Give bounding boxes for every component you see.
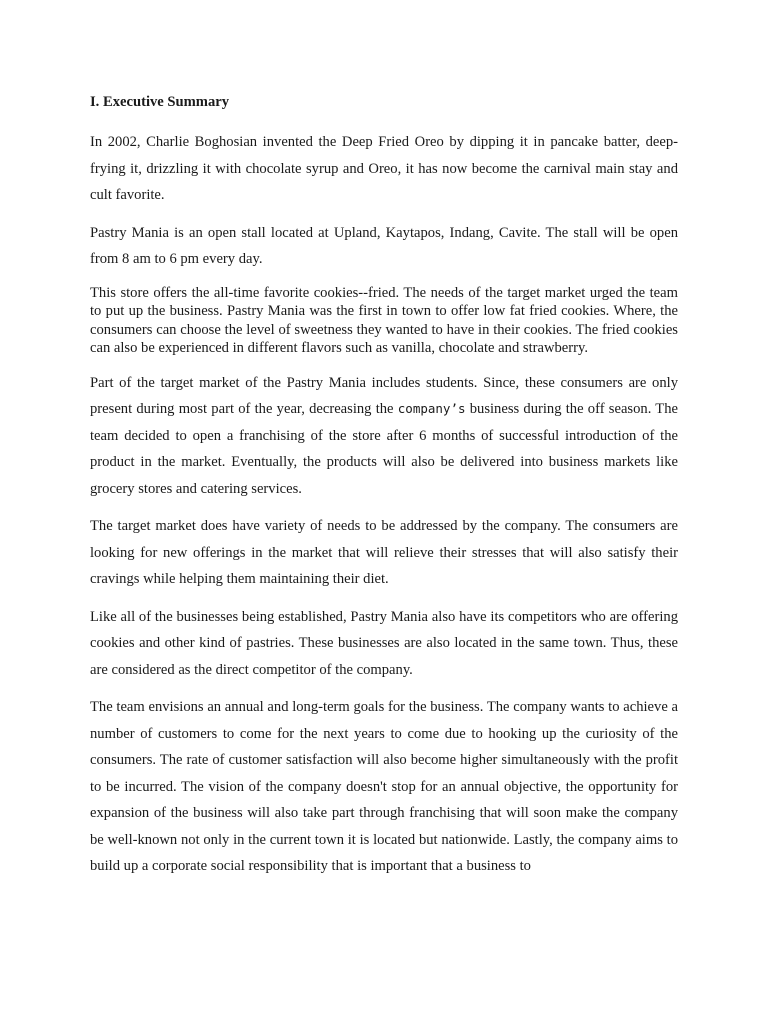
paragraph-location: Pastry Mania is an open stall located at Upland, Kaytapos, Indang, Cavite. The stall will be open from 8 am to 6 pm every day. — [90, 224, 678, 267]
paragraph-target-market-mono-word: company’s — [397, 401, 466, 416]
paragraph-target-market — [90, 370, 678, 503]
document-content — [90, 92, 678, 891]
paragraph-offerings: This store offers the all-time favorite cookies--fried. The needs of the target market urged the team to put up the business. Pastry Mania was the first in town to offer low fat fried cookies. Where, the consumers can choose the level of sweetness they wanted to have in their cookies. The fried cookies can also be experienced in different flavors such as vanilla, chocolate and strawberry. — [90, 284, 678, 356]
paragraph-history: In 2002, Charlie Boghosian invented the Deep Fried Oreo by dipping it in pancake batter, deep-frying it, drizzling it with chocolate syrup and Oreo, it has now become the carnival main stay and cult favorite. — [90, 134, 678, 203]
section-heading: I. Executive Summary — [90, 94, 230, 110]
paragraph-needs: The target market does have variety of needs to be addressed by the company. The consumers are looking for new offerings in the market that will relieve their stresses that will also satisfy their cravings while helping them maintaining their diet. — [90, 518, 678, 587]
paragraph-goals: The team envisions an annual and long-term goals for the business. The company wants to achieve a number of customers to come for the next years to come due to hooking up the curiosity of the consumers. The rate of customer satisfaction will also become higher simultaneously with the profit to be incurred. The vision of the company doesn't stop for an annual objective, the opportunity for expansion of the business will also take part through franchising that will soon make the company be well-known not only in the current town it is located but nationwide. Lastly, the company aims to build up a corporate social responsibility that is important that a business to — [90, 699, 678, 874]
paragraph-target-market-part1: Part of the target market of the Pastry Mania includes students. Since, these consumers are only present during most part of the year, decreasing the — [90, 374, 678, 417]
paragraph-competitors: Like all of the businesses being established, Pastry Mania also have its competitors who are offering cookies and other kind of pastries. These businesses are also located in the same town. Thus, these are considered as the direct competitor of the company. — [90, 608, 678, 678]
paragraph-target-market-part2: business during the off season. The team decided to open a franchising of the store after 6 months of successful introduction of the product in the market. Eventually, the products will also be delivered into business markets like grocery stores and catering services. — [90, 401, 678, 497]
